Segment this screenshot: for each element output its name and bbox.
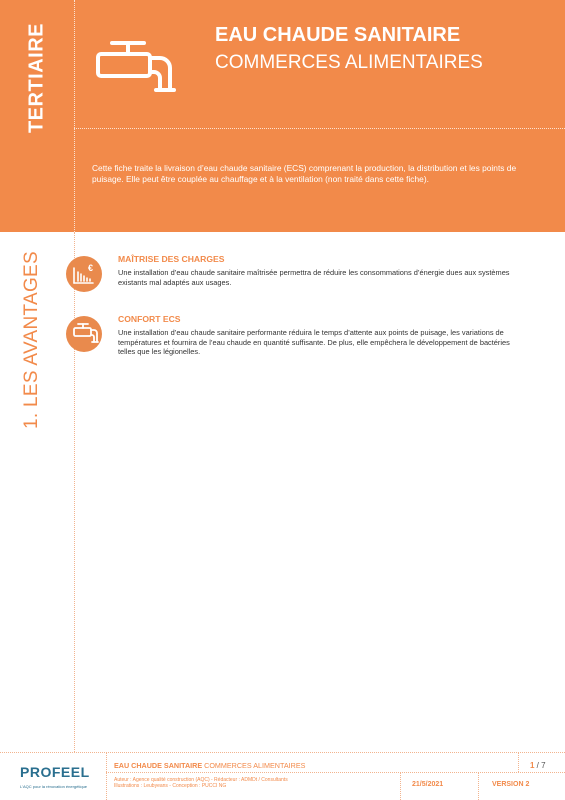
advantage-text: Une installation d’eau chaude sanitaire performante réduira le temps d’attente aux points de puisage, les variations de températures et fournira de l’eau chaude en quantité suffisante. De plus, elle empêchera le développement de bactéries telles que les légionelles. [118,328,510,357]
page-title: EAU CHAUDE SANITAIRE [215,24,461,46]
footer-credits-line: Illustrations : Leubyeans - Conception : PUCCI NG [114,783,227,790]
advantage-title: CONFORT ECS [118,314,181,324]
footer-title-rest: COMMERCES ALIMENTAIRES [202,761,306,770]
advantage-text: Une installation d’eau chaude sanitaire maîtrisée permettra de réduire les consommations d’énergie dues aux systèmes existants mal adaptés aux usages. [118,268,510,287]
footer-divider-horizontal [106,772,565,773]
profeel-logo [18,762,98,796]
footer-date: 21/5/2021 [412,781,444,788]
side-tag [0,0,75,232]
footer-divider-vertical [478,772,479,800]
section-label: 1. LES AVANTAGES [21,251,42,429]
svg-text:€: € [88,263,94,273]
header-divider [74,128,565,129]
advantage-title: MAÎTRISE DES CHARGES [118,254,225,264]
footer-title [114,761,305,770]
intro-text: Cette fiche traite la livraison d’eau chaude sanitaire (ECS) comprenant la production, la distribution et les points de puisage. Elle peut être couplée au chauffage et à la ventilation (non traité dans cette fiche). [92,163,517,184]
page-number [530,761,546,770]
footer-divider-vertical [518,752,519,772]
logo-text: PROFEEL [20,764,90,780]
logo-tagline: L'AQC pour la rénovation énergétique [20,784,88,789]
page-total: / 7 [534,761,546,770]
header-banner [0,0,565,232]
footer-credits-line: Auteur : Agence qualité construction (AQC) - Rédacteur : ADMDt / Consultants [114,777,288,783]
footer-credits [114,777,288,790]
footer-title-bold: EAU CHAUDE SANITAIRE [114,761,203,770]
water-tap-icon [66,316,102,352]
footer-divider-vertical [106,752,107,800]
euro-chart-icon [66,256,102,292]
water-tap-icon [92,34,176,104]
side-tag-label: TERTIAIRE [25,22,48,134]
footer-divider [0,752,565,753]
page-current: 1 [530,761,535,770]
footer-version: VERSION 2 [492,781,530,788]
page-subtitle: COMMERCES ALIMENTAIRES [215,52,483,73]
footer-divider-vertical [400,772,401,800]
